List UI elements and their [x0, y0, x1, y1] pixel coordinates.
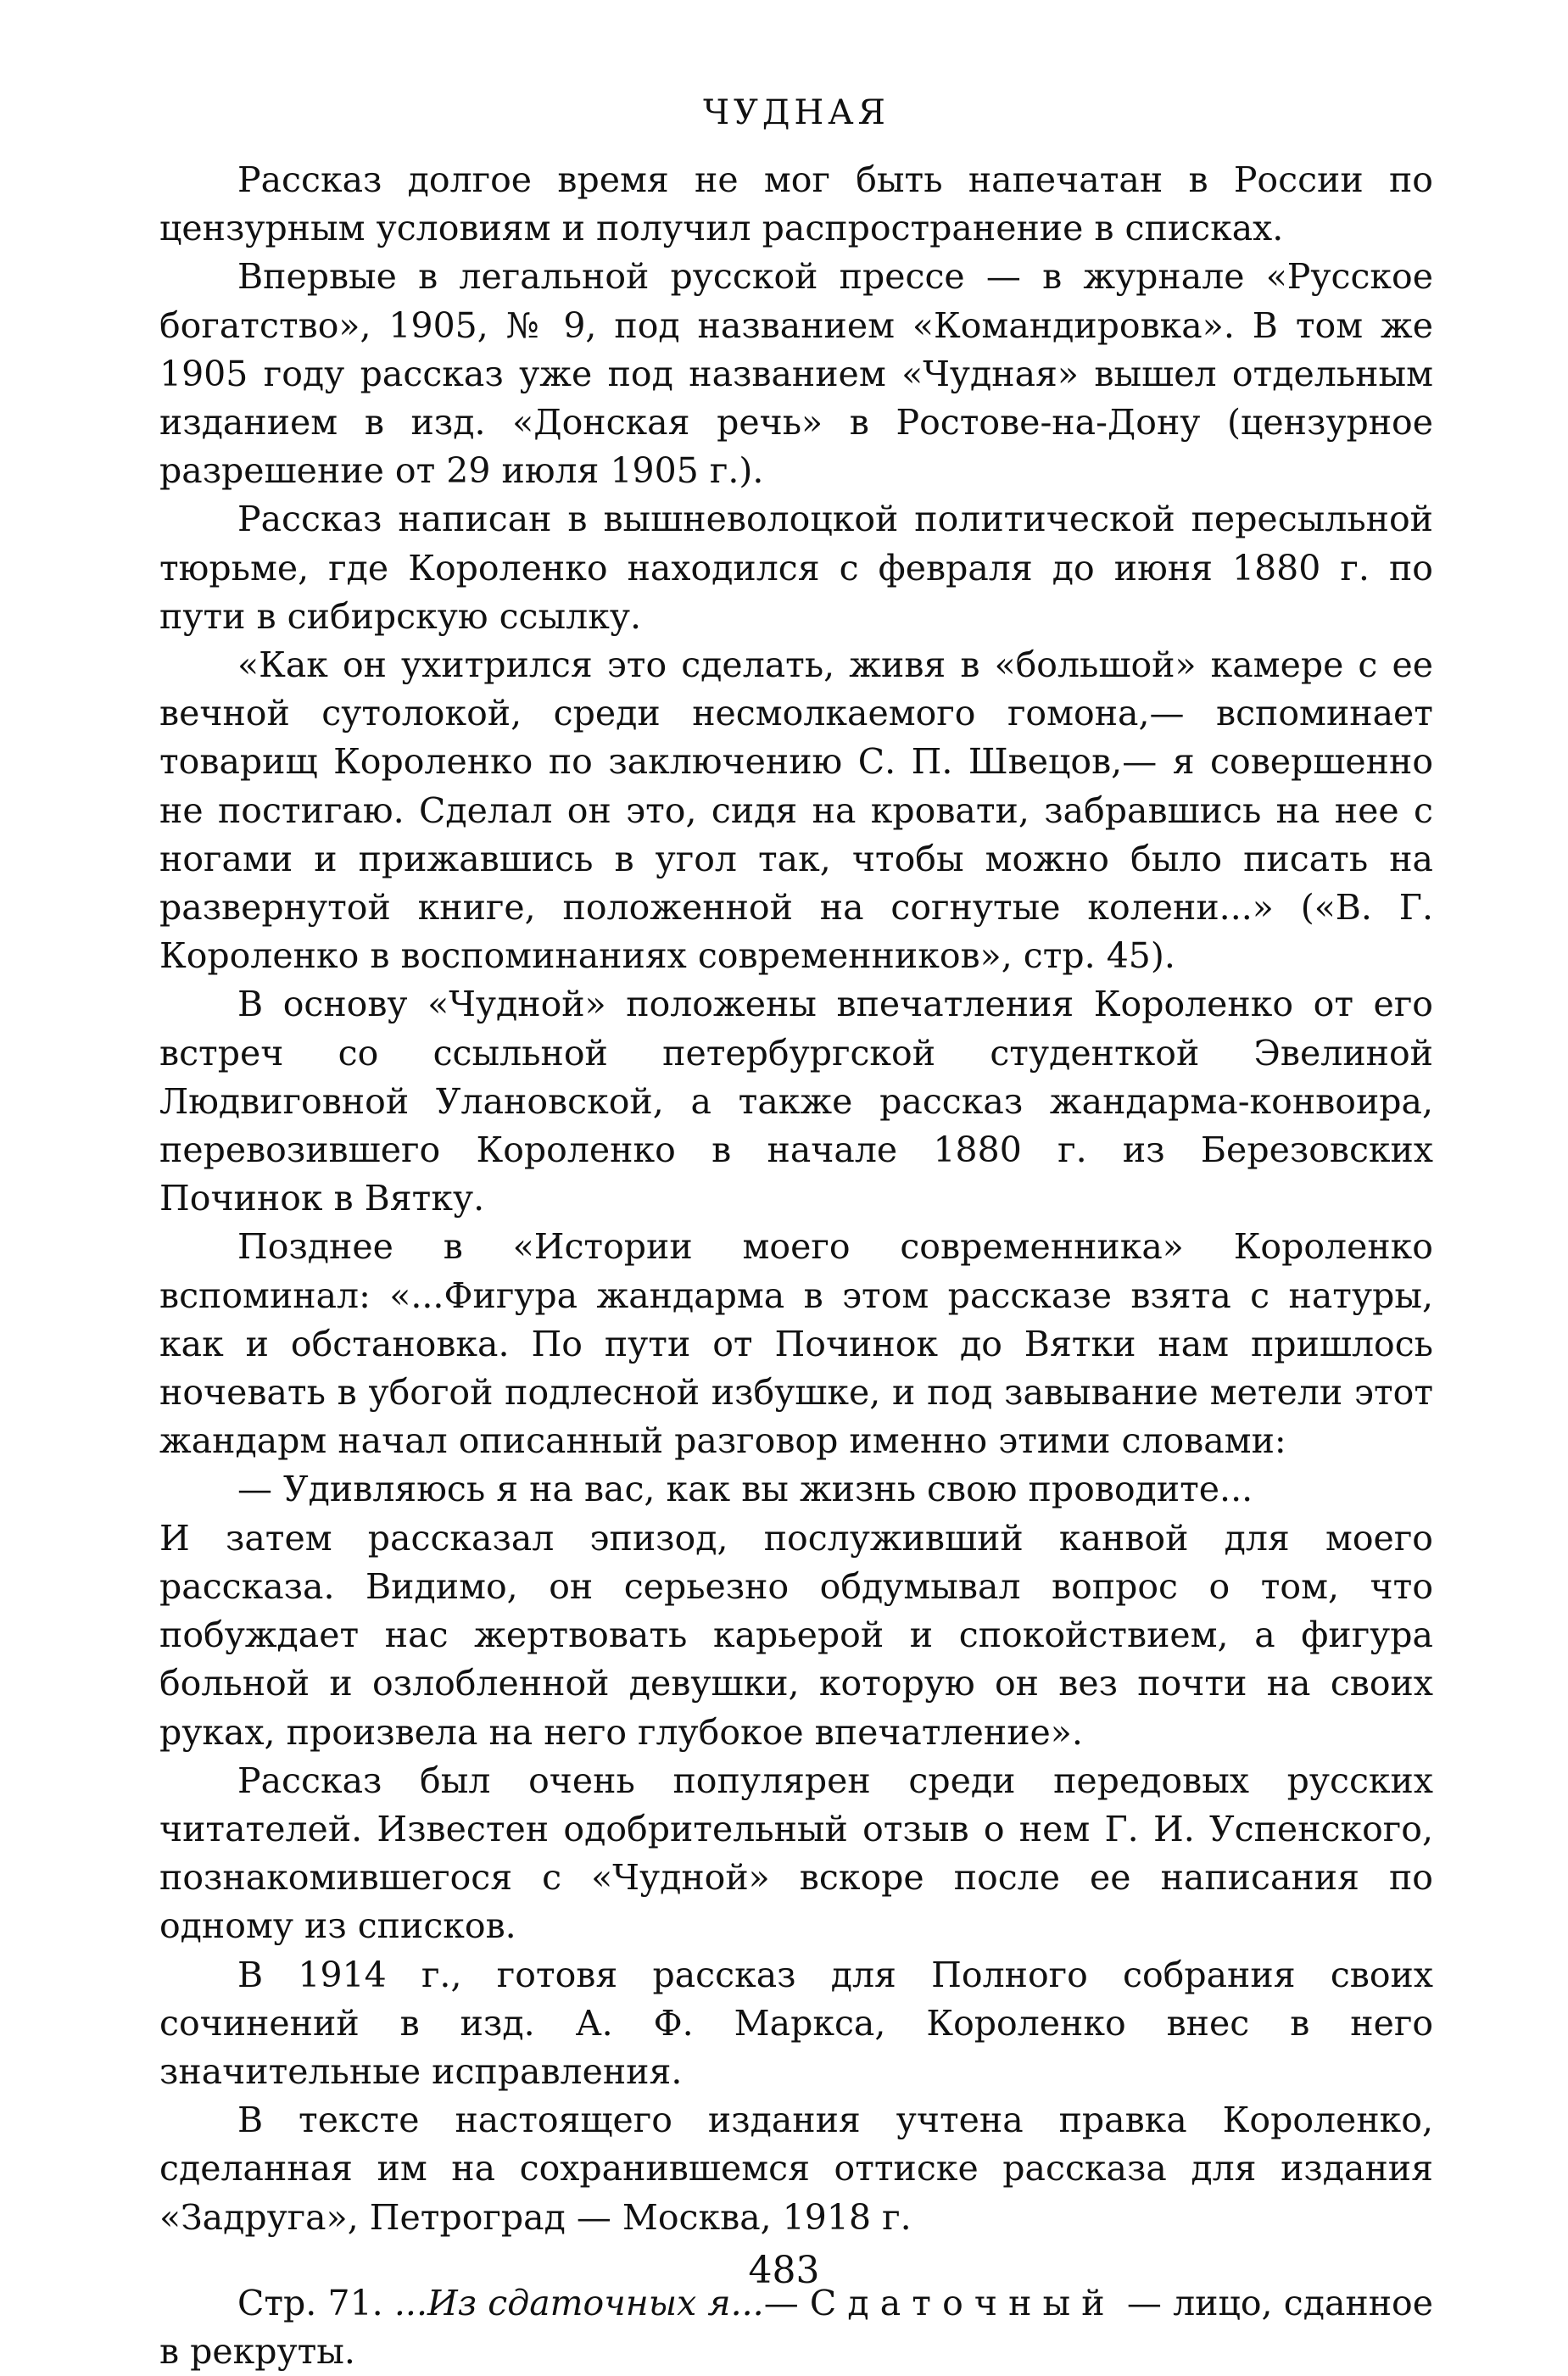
- footnote-term: Сдаточный: [809, 2282, 1116, 2323]
- paragraph-11: В тексте настоящего издания учтена правка Короленко, сделанная им на сохранившемся оттиске рассказа для издания «Задруга», Петроград — Москва, 1918 г.: [159, 2100, 1433, 2238]
- footnote: [159, 2279, 1433, 2376]
- footnote-quote: ...Из сдаточных я...: [393, 2282, 764, 2323]
- paragraph-7-quote-line: — Удивляюсь я на вас, как вы жизнь свою проводите...: [237, 1469, 1253, 1510]
- paragraph-5: В основу «Чудной» положены впечатления Короленко от его встреч со ссыльной петербургской студенткой Эвелиной Людвиговной Улановской, а также рассказ жандарма-конвоира, перевозившего Короленко в начале 1880 г. из Березовских Починок в Вятку.: [159, 984, 1433, 1219]
- paragraph-9: Рассказ был очень популярен среди передовых русских читателей. Известен одобрительный отзыв о нем Г. И. Успенского, познакомившегося с «Чудной» вскоре после ее написания по одному из списков.: [159, 1760, 1433, 1947]
- paragraph-3: Рассказ написан в вышневолоцкой политической пересыльной тюрьме, где Короленко находился с февраля до июня 1880 г. по пути в сибирскую ссылку.: [159, 499, 1433, 637]
- paragraph-1: Рассказ долгое время не мог быть напечатан в России по цензурным условиям и получил распространение в списках.: [159, 159, 1433, 249]
- footnote-dash: —: [763, 2282, 810, 2323]
- paragraph-4: «Как он ухитрился это сделать, живя в «большой» камере с ее вечной сутолокой, среди несмолкаемого гомона,— вспоминает товарищ Короленко по заключению С. П. Швецов,— я совершенно не постигаю. Сделал он это, сидя на кровати, забравшись на нее с ногами и прижавшись в угол так, чтобы можно было писать на развернутой книге, положенной на согнутые колени...» («В. Г. Короленко в воспоминаниях современников», стр. 45).: [159, 644, 1433, 977]
- paragraph-6: Позднее в «Истории моего современника» Короленко вспоминал: «...Фигура жандарма в этом рассказе взята с натуры, как и обстановка. По пути от Починок до Вятки нам пришлось ночевать в убогой подлесной избушке, и под завывание метели этот жандарм начал описанный разговор именно этими словами:: [159, 1226, 1433, 1462]
- footnote-definition: — лицо, сданное в рекруты.: [159, 2282, 1433, 2372]
- footnote-ref: Стр. 71.: [237, 2282, 394, 2323]
- paragraph-2: Впервые в легальной русской прессе — в журнале «Русское богатство», 1905, № 9, под названием «Командировка». В том же 1905 году рассказ уже под названием «Чудная» вышел отдельным изданием в изд. «Донская речь» в Ростове-на-Дону (цензурное разрешение от 29 июля 1905 г.).: [159, 256, 1433, 492]
- page-number: 483: [748, 2249, 820, 2292]
- paragraph-10: В 1914 г., готовя рассказ для Полного собрания своих сочинений в изд. А. Ф. Маркса, Короленко внес в него значительные исправления.: [159, 1954, 1433, 2092]
- page-body: [159, 92, 1433, 2376]
- section-title: ЧУДНАЯ: [703, 93, 890, 132]
- paragraph-8: И затем рассказал эпизод, послуживший канвой для моего рассказа. Видимо, он серьезно обдумывал вопрос о том, что побуждает нас жертвовать карьерой и спокойствием, а фигура больной и озлобленной девушки, которую он вез почти на своих руках, произвела на него глубокое впечатление».: [159, 1517, 1433, 1753]
